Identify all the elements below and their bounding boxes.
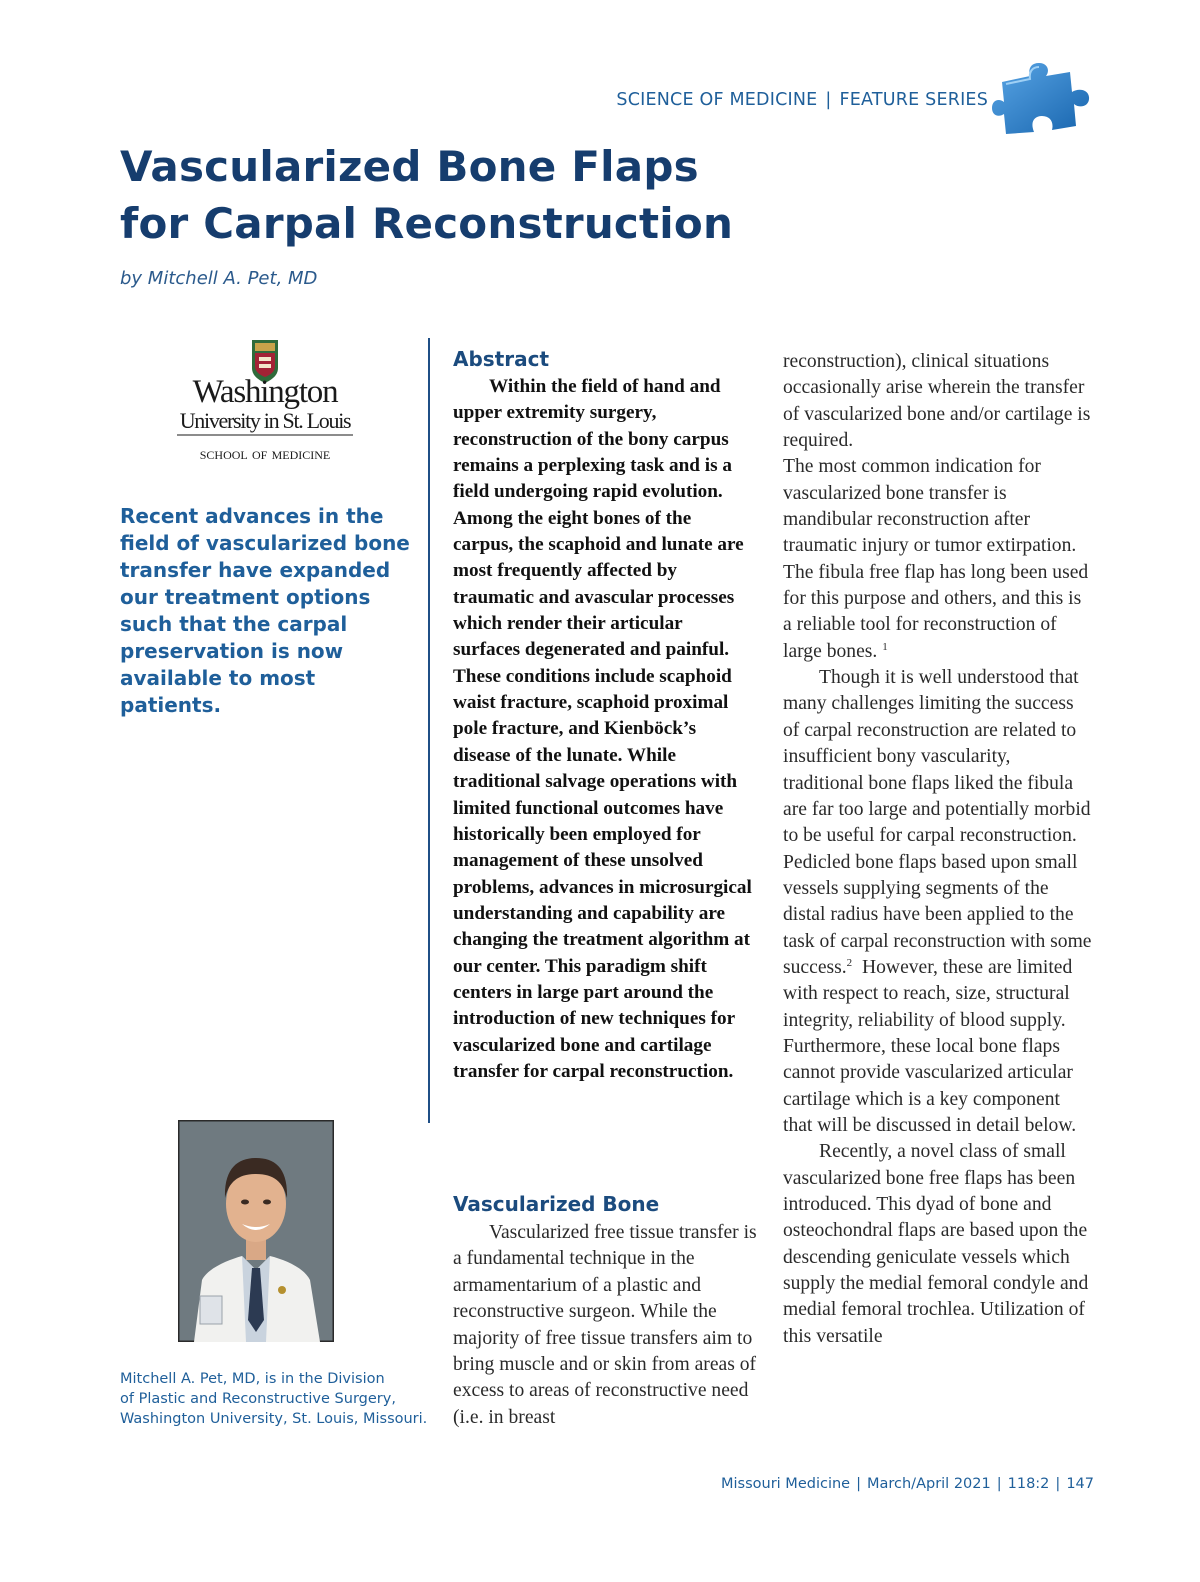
logo-line-1: Washington	[192, 374, 338, 410]
title-line-1: Vascularized Bone Flaps	[120, 142, 699, 191]
vascularized-bone-heading: Vascularized Bone	[453, 1192, 660, 1216]
footer-separator-3: |	[1055, 1476, 1061, 1492]
article-title	[120, 138, 880, 252]
caption-line-3: Washington University, St. Louis, Missouri.	[120, 1411, 428, 1427]
section-label: SCIENCE OF MEDICINE	[616, 90, 818, 110]
abstract-body: Within the field of hand and upper extremity surgery, reconstruction of the bony carpus remains a perplexing task and is a field undergoing rapid evolution. Among the eight bones of the carpus, the scaphoid and lunate are most frequently affected by traumatic and avascular processes which render their articular surfaces degenerated and painful. These conditions include scaphoid waist fracture, scaphoid proximal pole fracture, and Kienböck’s disease of the lunate. While traditional salvage operations with limited functional outcomes have historically been employed for management of these unsolved problems, advances in microsurgical understanding and capability are changing the treatment algorithm at our center. This paradigm shift centers in large part around the introduction of new techniques for vascularized bone and cartilage transfer for carpal reconstruction.	[453, 376, 752, 1082]
volume-number: 118:2	[1007, 1476, 1050, 1492]
footer-separator-1: |	[856, 1476, 861, 1492]
series-header	[560, 90, 988, 110]
header-separator: |	[825, 90, 832, 110]
title-line-2: for Carpal Reconstruction	[120, 199, 734, 248]
author-caption	[120, 1369, 430, 1429]
journal-name: Missouri Medicine	[721, 1476, 851, 1492]
author-portrait	[178, 1120, 334, 1342]
vascularized-bone-body: Vascularized free tissue transfer is a fundamental technique in the armamentarium of a plastic and reconstructive surgeon. While the majority of free tissue transfers aim to bring muscle and or skin from areas of excess to areas of reconstructive need (i.e. in breast	[453, 1222, 757, 1428]
abstract-heading: Abstract	[453, 347, 550, 371]
washington-university-logo	[175, 338, 355, 468]
page-number: 147	[1066, 1476, 1094, 1492]
column-divider	[428, 338, 430, 1123]
paragraph-2	[783, 454, 1093, 665]
abstract-text	[453, 374, 753, 1085]
reference-2: 2	[846, 956, 853, 969]
vascularized-bone-text	[453, 1220, 757, 1431]
issue-date: March/April 2021	[866, 1476, 991, 1492]
paragraph-3	[783, 665, 1093, 1139]
body-column-3	[783, 349, 1093, 1350]
logo-line-3: School of Medicine	[199, 444, 331, 463]
puzzle-piece-icon	[990, 60, 1094, 140]
paragraph-1: reconstruction), clinical situations occasionally arise wherein the transfer of vascularized bone and/or cartilage is required.	[783, 351, 1091, 452]
paragraph-3-text-a: Though it is well understood that many challenges limiting the success of carpal reconstruction are related to insufficient bony vascularity, traditional bone flaps liked the fibula are far too large and potentially morbid to be useful for carpal reconstruction. Pedicled bone flaps based upon small vessels supplying segments of the distal radius have been applied to the task of carpal reconstruction with some success.	[783, 667, 1092, 978]
logo-line-2: University in St. Louis	[179, 408, 351, 433]
paragraph-4: Recently, a novel class of small vascularized bone free flaps has been introduced. This dyad of bone and osteochondral flaps are based upon the descending geniculate vessels which supply the medial femoral condyle and medial femoral trochlea. Utilization of this versatile	[783, 1141, 1089, 1347]
footer-separator-2: |	[996, 1476, 1002, 1492]
reference-1: 1	[882, 640, 888, 653]
byline: by Mitchell A. Pet, MD	[120, 268, 318, 289]
caption-line-2: of Plastic and Reconstructive Surgery,	[120, 1391, 396, 1407]
page-footer	[600, 1476, 1094, 1492]
series-label: FEATURE SERIES	[839, 90, 988, 110]
paragraph-3-text-b: However, these are limited with respect to reach, size, structural integrity, reliability of blood supply. Furthermore, these local bone flaps cannot provide vascularized articular cartilage which is a key component that will be discussed in detail below.	[783, 956, 1077, 1136]
paragraph-2-text: The most common indication for vascularized bone transfer is mandibular reconstruction after traumatic injury or tumor extirpation. The fibula free flap has long been used for this purpose and others, and this is a reliable tool for reconstruction of large bones.	[783, 456, 1089, 662]
pull-quote: Recent advances in the field of vascularized bone transfer have expanded our treatment options such that the carpal preservation is now available to most patients.	[120, 504, 410, 717]
caption-line-1: Mitchell A. Pet, MD, is in the Division	[120, 1371, 385, 1387]
